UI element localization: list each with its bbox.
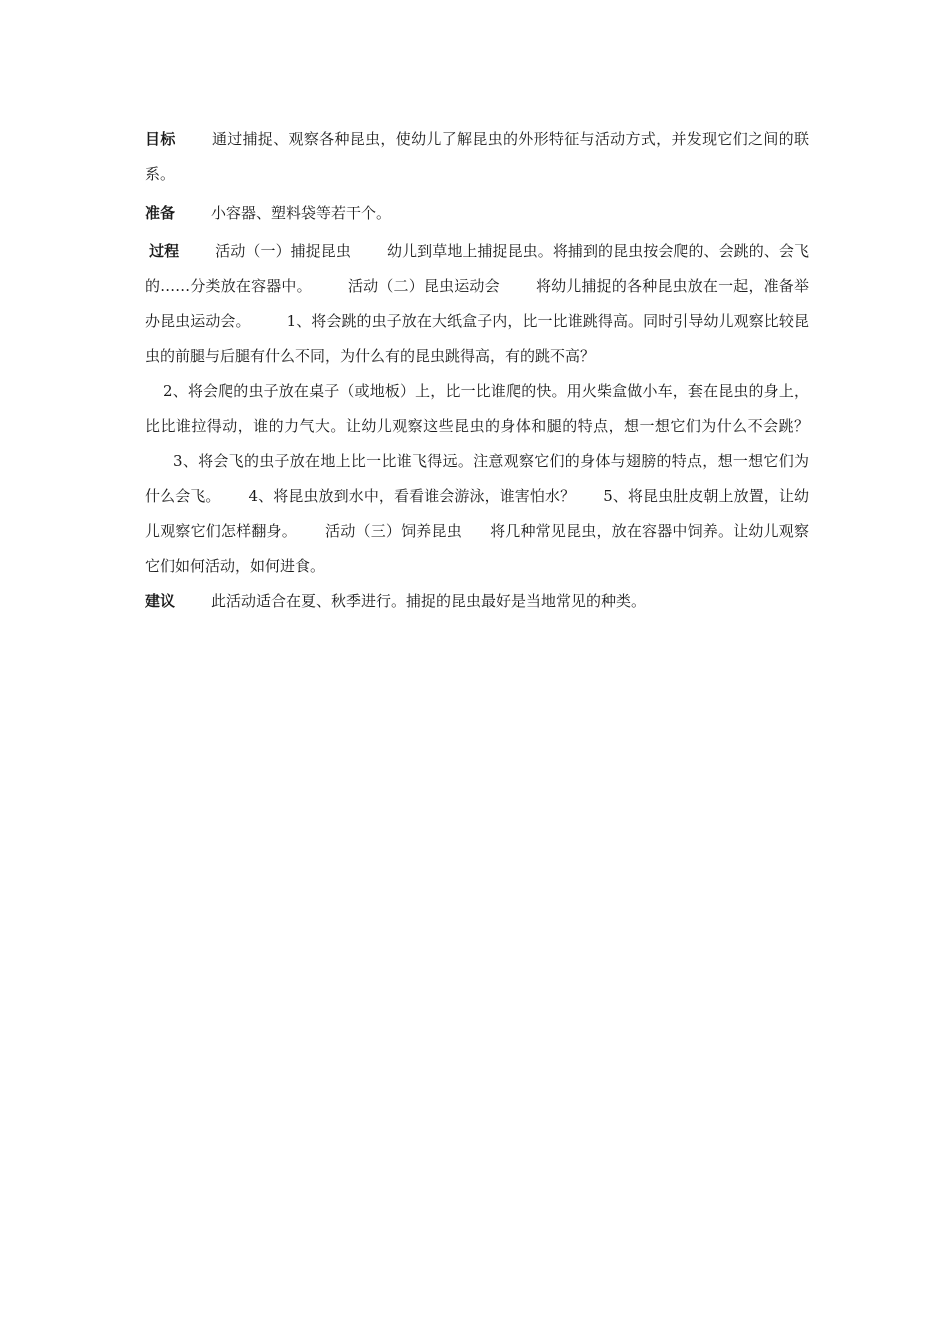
goal-text: 通过捕捉、观察各种昆虫，使幼儿了解昆虫的外形特征与活动方式，并发现它们之间的联系。 xyxy=(145,130,809,183)
prep-section xyxy=(145,196,809,231)
goal-section xyxy=(145,122,809,192)
process-section xyxy=(145,234,809,374)
activity-3-text: 将几种常见昆虫，放在容器中饲养。让幼儿观察它们如何活动，如何进食。 xyxy=(145,522,809,575)
prep-label: 准备 xyxy=(145,204,176,222)
process-label: 过程 xyxy=(149,242,180,260)
activity-2-item-2: 2、将会爬的虫子放在桌子（或地板）上，比一比谁爬的快。用火柴盒做小车，套在昆虫的身上，比比谁拉得动，谁的力气大。让幼儿观察这些昆虫的身体和腿的特点，想一想它们为什么不会跳？ xyxy=(145,382,809,435)
activity-2-item-4: 4、将昆虫放到水中，看看谁会游泳，谁害怕水？ xyxy=(248,487,576,505)
activity-2-item-1: 1、将会跳的虫子放在大纸盒子内，比一比谁跳得高。同时引导幼儿观察比较昆虫的前腿与后腿有什么不同，为什么有的昆虫跳得高，有的跳不高？ xyxy=(145,312,809,365)
activity-3-title: 活动（三）饲养昆虫 xyxy=(324,522,462,540)
suggest-text: 此活动适合在夏、秋季进行。捕捉的昆虫最好是当地常见的种类。 xyxy=(211,592,647,610)
suggest-section xyxy=(145,584,809,619)
prep-text: 小容器、塑料袋等若干个。 xyxy=(211,204,392,222)
process-continued xyxy=(145,374,809,584)
activity-2-text: 将幼儿捕捉的各种昆虫放在一起，准备举办昆虫运动会。 xyxy=(145,277,809,330)
suggest-label: 建议 xyxy=(145,592,176,610)
lesson-plan-body xyxy=(145,122,809,619)
activity-2-item-5: 5、将昆虫肚皮朝上放置，让幼儿观察它们怎样翻身。 xyxy=(145,487,809,540)
activity-2-title: 活动（二）昆虫运动会 xyxy=(347,277,500,295)
activity-2-item-3: 3、将会飞的虫子放在地上比一比谁飞得远。注意观察它们的身体与翅膀的特点，想一想它们为什么会飞。 xyxy=(145,452,809,505)
goal-label: 目标 xyxy=(145,130,176,148)
activity-1-title: 活动（一）捕捉昆虫 xyxy=(215,242,351,260)
activity-1-text: 幼儿到草地上捕捉昆虫。将捕到的昆虫按会爬的、会跳的、会飞的……分类放在容器中。 xyxy=(145,242,809,295)
